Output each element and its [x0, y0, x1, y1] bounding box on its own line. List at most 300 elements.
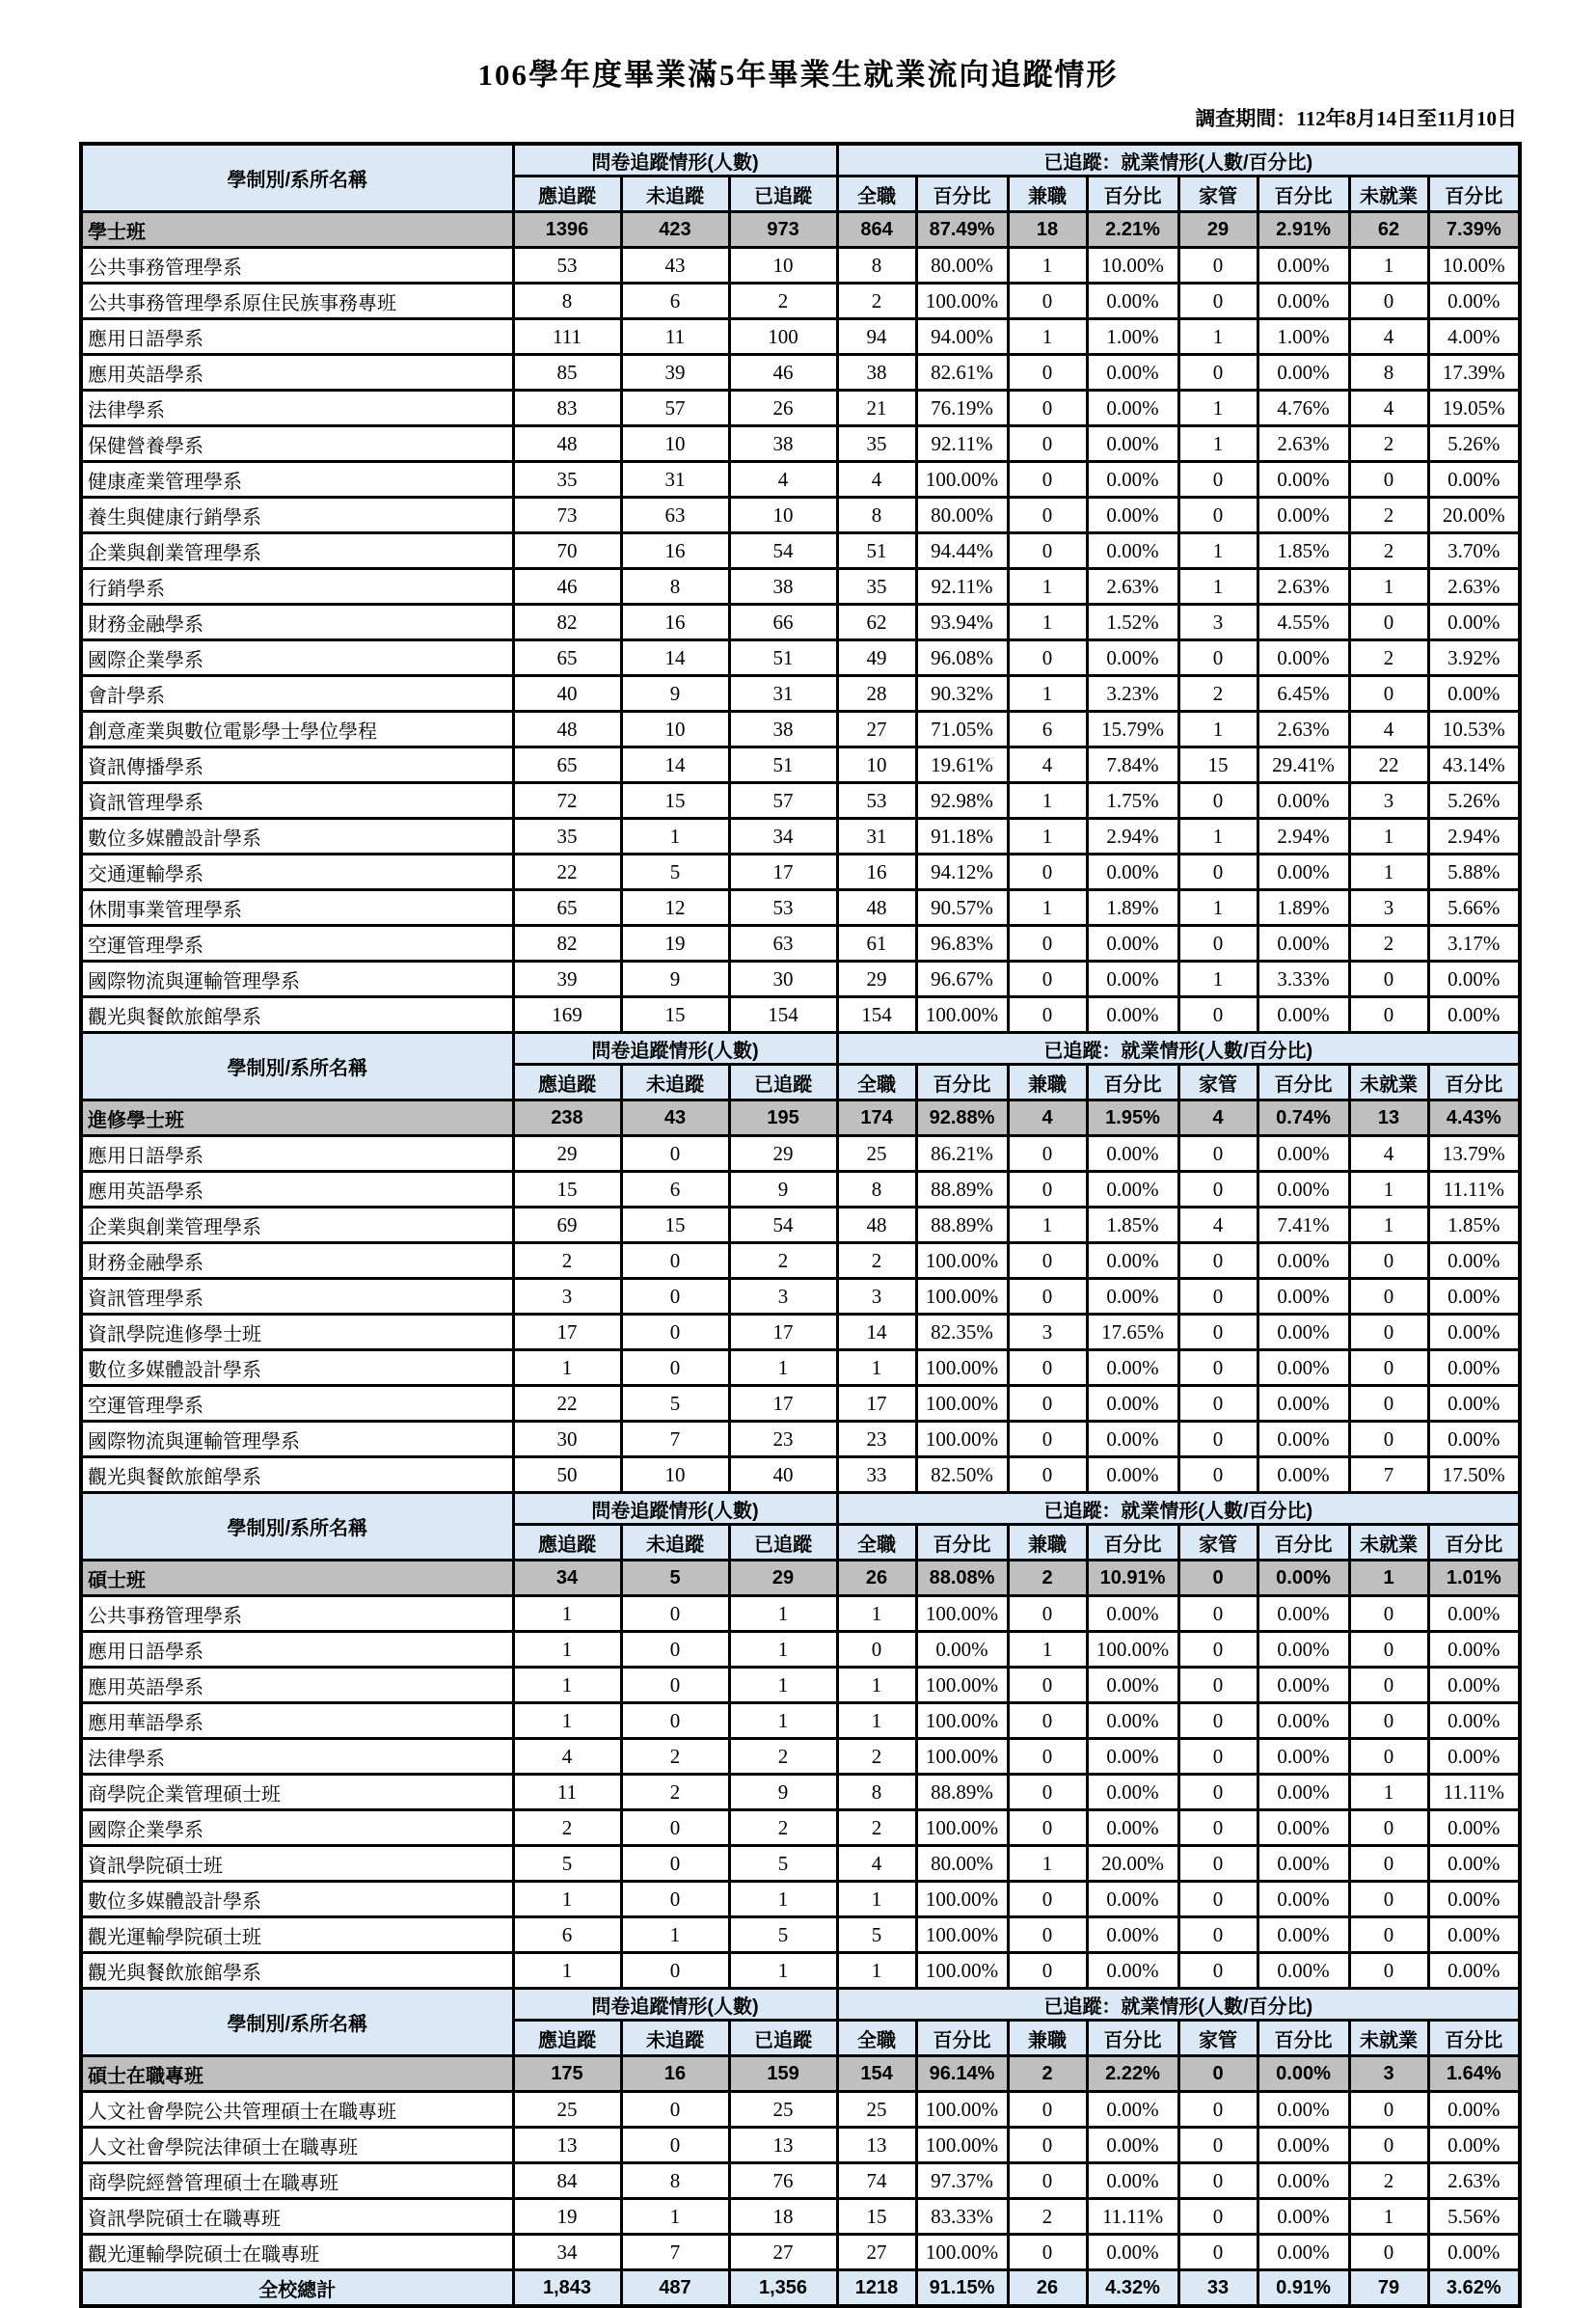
value-cell: 35: [837, 426, 916, 462]
department-row: [81, 1457, 1520, 1493]
value-cell: 28: [837, 676, 916, 712]
value-cell: 0: [1008, 1350, 1087, 1386]
column-header-5: 兼職: [1008, 2021, 1087, 2056]
value-cell: 35: [513, 819, 621, 855]
department-row: [81, 747, 1520, 783]
value-cell: 0: [1178, 1561, 1258, 1596]
value-cell: 0.00%: [1087, 1882, 1178, 1917]
row-name-cell: 商學院企業管理碩士班: [81, 1775, 513, 1810]
row-name-cell: 國際企業學系: [81, 1810, 513, 1846]
value-cell: 88.89%: [916, 1208, 1008, 1243]
value-cell: 4.76%: [1258, 391, 1349, 426]
department-row: [81, 1208, 1520, 1243]
value-cell: 39: [621, 355, 729, 391]
value-cell: 0: [1178, 1953, 1258, 1989]
column-header-2: 已追蹤: [729, 176, 837, 212]
value-cell: 0: [1178, 462, 1258, 498]
value-cell: 0: [1349, 2092, 1428, 2128]
column-header-3: 全職: [837, 1065, 916, 1100]
department-row: [81, 819, 1520, 855]
value-cell: 1,356: [729, 2270, 837, 2307]
value-cell: 1.64%: [1428, 2056, 1520, 2092]
value-cell: 864: [837, 212, 916, 248]
value-cell: 0: [1349, 1632, 1428, 1668]
value-cell: 0.00%: [1428, 1739, 1520, 1775]
value-cell: 8: [513, 284, 621, 319]
value-cell: 29: [729, 1561, 837, 1596]
value-cell: 0: [621, 1315, 729, 1350]
value-cell: 82: [513, 926, 621, 962]
value-cell: 0.00%: [1258, 926, 1349, 962]
value-cell: 66: [729, 605, 837, 640]
value-cell: 1: [1349, 569, 1428, 605]
value-cell: 2: [1008, 2199, 1087, 2235]
value-cell: 8: [837, 1172, 916, 1208]
row-name-cell: 應用英語學系: [81, 355, 513, 391]
value-cell: 0.00%: [1428, 1596, 1520, 1632]
value-cell: 2.94%: [1428, 819, 1520, 855]
row-name-cell: 觀光運輸學院碩士在職專班: [81, 2235, 513, 2270]
value-cell: 0.00%: [1258, 1596, 1349, 1632]
value-cell: 1.95%: [1087, 1100, 1178, 1136]
value-cell: 0: [1178, 1457, 1258, 1493]
value-cell: 423: [621, 212, 729, 248]
department-row: [81, 1136, 1520, 1172]
value-cell: 9: [621, 962, 729, 997]
value-cell: 4: [1349, 1136, 1428, 1172]
value-cell: 29: [837, 962, 916, 997]
value-cell: 0: [621, 1846, 729, 1882]
value-cell: 0: [1349, 676, 1428, 712]
value-cell: 92.11%: [916, 569, 1008, 605]
value-cell: 0: [1008, 533, 1087, 569]
value-cell: 1: [621, 1917, 729, 1953]
value-cell: 238: [513, 1100, 621, 1136]
column-header-2: 已追蹤: [729, 1525, 837, 1561]
value-cell: 0: [1349, 605, 1428, 640]
column-header-1: 未追蹤: [621, 1065, 729, 1100]
value-cell: 92.11%: [916, 426, 1008, 462]
value-cell: 0: [1178, 1703, 1258, 1739]
value-cell: 4: [513, 1739, 621, 1775]
row-name-cell: 保健營養學系: [81, 426, 513, 462]
value-cell: 5: [621, 1561, 729, 1596]
value-cell: 2.94%: [1087, 819, 1178, 855]
value-cell: 0.00%: [1087, 1953, 1178, 1989]
value-cell: 100.00%: [916, 1422, 1008, 1457]
department-row: [81, 2092, 1520, 2128]
value-cell: 0.00%: [1258, 855, 1349, 890]
value-cell: 1: [1178, 426, 1258, 462]
value-cell: 1: [1008, 890, 1087, 926]
row-name-cell: 應用華語學系: [81, 1703, 513, 1739]
value-cell: 0: [1008, 2092, 1087, 2128]
value-cell: 0.00%: [1428, 1953, 1520, 1989]
value-cell: 0.00%: [1258, 1917, 1349, 1953]
value-cell: 0.00%: [1428, 1882, 1520, 1917]
value-cell: 0: [1008, 1953, 1087, 1989]
column-header-9: 未就業: [1349, 176, 1428, 212]
section-total-row: [81, 1561, 1520, 1596]
value-cell: 1: [729, 1703, 837, 1739]
column-header-name: 學制別/系所名稱: [81, 1989, 513, 2056]
column-group-employment-status: 已追蹤：就業情形(人數/百分比): [837, 1493, 1520, 1525]
value-cell: 5.88%: [1428, 855, 1520, 890]
value-cell: 0.00%: [1087, 962, 1178, 997]
department-row: [81, 1703, 1520, 1739]
column-header-7: 家管: [1178, 176, 1258, 212]
value-cell: 0: [1008, 1243, 1087, 1279]
department-row: [81, 2235, 1520, 2270]
row-name-cell: 應用日語學系: [81, 1632, 513, 1668]
value-cell: 4.55%: [1258, 605, 1349, 640]
value-cell: 0: [1008, 1596, 1087, 1632]
value-cell: 48: [513, 712, 621, 747]
table-header-group-row: [81, 1989, 1520, 2021]
value-cell: 53: [513, 248, 621, 284]
value-cell: 83.33%: [916, 2199, 1008, 2235]
value-cell: 61: [837, 926, 916, 962]
value-cell: 29: [513, 1136, 621, 1172]
value-cell: 17.39%: [1428, 355, 1520, 391]
department-row: [81, 712, 1520, 747]
value-cell: 154: [729, 997, 837, 1033]
value-cell: 9: [621, 676, 729, 712]
value-cell: 0.00%: [1087, 533, 1178, 569]
value-cell: 195: [729, 1100, 837, 1136]
value-cell: 100.00%: [916, 997, 1008, 1033]
value-cell: 100.00%: [916, 1882, 1008, 1917]
value-cell: 1: [1178, 391, 1258, 426]
value-cell: 10: [621, 712, 729, 747]
value-cell: 0.00%: [1428, 1668, 1520, 1703]
row-name-cell: 資訊學院碩士班: [81, 1846, 513, 1882]
column-header-5: 兼職: [1008, 1525, 1087, 1561]
value-cell: 0.00%: [1428, 1315, 1520, 1350]
value-cell: 6: [1008, 712, 1087, 747]
value-cell: 0: [621, 1350, 729, 1386]
value-cell: 18: [1008, 212, 1087, 248]
value-cell: 23: [837, 1422, 916, 1457]
value-cell: 2: [1178, 676, 1258, 712]
value-cell: 0.00%: [1258, 1172, 1349, 1208]
row-name-cell: 觀光運輸學院碩士班: [81, 1917, 513, 1953]
value-cell: 0: [1178, 1422, 1258, 1457]
value-cell: 1.00%: [1087, 319, 1178, 355]
department-row: [81, 962, 1520, 997]
value-cell: 27: [837, 2235, 916, 2270]
value-cell: 0.00%: [1428, 605, 1520, 640]
value-cell: 11.11%: [1087, 2199, 1178, 2235]
row-name-cell: 財務金融學系: [81, 1243, 513, 1279]
department-row: [81, 355, 1520, 391]
value-cell: 83: [513, 391, 621, 426]
department-row: [81, 1279, 1520, 1315]
value-cell: 0.00%: [1258, 1846, 1349, 1882]
value-cell: 30: [513, 1422, 621, 1457]
value-cell: 0: [1178, 855, 1258, 890]
value-cell: 100.00%: [1087, 1632, 1178, 1668]
value-cell: 0: [1349, 462, 1428, 498]
value-cell: 0.00%: [1258, 1315, 1349, 1350]
department-row: [81, 1632, 1520, 1668]
value-cell: 1: [1008, 1632, 1087, 1668]
value-cell: 0.00%: [1428, 676, 1520, 712]
value-cell: 1: [513, 1882, 621, 1917]
value-cell: 88.08%: [916, 1561, 1008, 1596]
survey-period: 調查期間：112年8月14日至11月10日: [1195, 107, 1517, 130]
value-cell: 1: [1349, 1775, 1428, 1810]
value-cell: 40: [729, 1457, 837, 1493]
department-row: [81, 783, 1520, 819]
value-cell: 1.89%: [1087, 890, 1178, 926]
column-header-6: 百分比: [1087, 1525, 1178, 1561]
value-cell: 3: [1178, 605, 1258, 640]
value-cell: 0.00%: [1087, 2128, 1178, 2163]
value-cell: 0.91%: [1258, 2270, 1349, 2307]
value-cell: 0: [1178, 2092, 1258, 2128]
value-cell: 0: [621, 1136, 729, 1172]
value-cell: 0.00%: [1258, 1243, 1349, 1279]
value-cell: 80.00%: [916, 248, 1008, 284]
value-cell: 7.41%: [1258, 1208, 1349, 1243]
value-cell: 0: [1349, 1917, 1428, 1953]
value-cell: 43: [621, 1100, 729, 1136]
value-cell: 1: [1008, 605, 1087, 640]
value-cell: 0: [1178, 355, 1258, 391]
value-cell: 1: [1008, 676, 1087, 712]
value-cell: 0.00%: [1258, 2199, 1349, 2235]
row-name-cell: 觀光與餐飲旅館學系: [81, 997, 513, 1033]
value-cell: 17.65%: [1087, 1315, 1178, 1350]
value-cell: 51: [729, 640, 837, 676]
value-cell: 3: [1349, 783, 1428, 819]
value-cell: 14: [621, 640, 729, 676]
row-name-cell: 資訊傳播學系: [81, 747, 513, 783]
value-cell: 96.67%: [916, 962, 1008, 997]
value-cell: 0.00%: [1258, 1422, 1349, 1457]
value-cell: 10: [621, 426, 729, 462]
value-cell: 0: [1349, 1739, 1428, 1775]
value-cell: 65: [513, 640, 621, 676]
value-cell: 15: [513, 1172, 621, 1208]
value-cell: 11.11%: [1428, 1172, 1520, 1208]
value-cell: 0: [1178, 1315, 1258, 1350]
value-cell: 1: [1349, 2199, 1428, 2235]
value-cell: 53: [729, 890, 837, 926]
value-cell: 100.00%: [916, 1739, 1008, 1775]
section-total-row: [81, 212, 1520, 248]
value-cell: 1396: [513, 212, 621, 248]
row-name-cell: 國際物流與運輸管理學系: [81, 962, 513, 997]
value-cell: 91.18%: [916, 819, 1008, 855]
value-cell: 159: [729, 2056, 837, 2092]
value-cell: 0.00%: [1428, 284, 1520, 319]
department-row: [81, 462, 1520, 498]
value-cell: 19.61%: [916, 747, 1008, 783]
value-cell: 48: [513, 426, 621, 462]
value-cell: 0.00%: [1428, 1632, 1520, 1668]
value-cell: 4.32%: [1087, 2270, 1178, 2307]
value-cell: 1: [1008, 1846, 1087, 1882]
row-name-cell: 數位多媒體設計學系: [81, 1350, 513, 1386]
value-cell: 88.89%: [916, 1172, 1008, 1208]
value-cell: 17: [513, 1315, 621, 1350]
value-cell: 31: [837, 819, 916, 855]
row-name-cell: 觀光與餐飲旅館學系: [81, 1953, 513, 1989]
department-row: [81, 426, 1520, 462]
value-cell: 0: [1008, 2235, 1087, 2270]
value-cell: 0: [1008, 1668, 1087, 1703]
value-cell: 1: [1178, 962, 1258, 997]
value-cell: 2.63%: [1258, 426, 1349, 462]
value-cell: 85: [513, 355, 621, 391]
department-row: [81, 1596, 1520, 1632]
row-name-cell: 法律學系: [81, 1739, 513, 1775]
value-cell: 1: [1178, 890, 1258, 926]
value-cell: 0: [1349, 1422, 1428, 1457]
column-header-10: 百分比: [1428, 1525, 1520, 1561]
row-name-cell: 企業與創業管理學系: [81, 1208, 513, 1243]
department-row: [81, 1810, 1520, 1846]
row-name-cell: 全校總計: [81, 2270, 513, 2307]
value-cell: 3.92%: [1428, 640, 1520, 676]
value-cell: 10.53%: [1428, 712, 1520, 747]
department-row: [81, 1846, 1520, 1882]
value-cell: 0: [1178, 2056, 1258, 2092]
value-cell: 46: [729, 355, 837, 391]
value-cell: 1: [1178, 533, 1258, 569]
value-cell: 54: [729, 533, 837, 569]
value-cell: 4: [1008, 747, 1087, 783]
value-cell: 1: [1008, 819, 1087, 855]
row-name-cell: 行銷學系: [81, 569, 513, 605]
value-cell: 4.00%: [1428, 319, 1520, 355]
value-cell: 2: [513, 1243, 621, 1279]
value-cell: 0.00%: [1258, 2092, 1349, 2128]
value-cell: 0.00%: [1258, 248, 1349, 284]
department-row: [81, 1350, 1520, 1386]
value-cell: 0.00%: [1428, 1846, 1520, 1882]
value-cell: 6: [621, 284, 729, 319]
column-header-4: 百分比: [916, 1065, 1008, 1100]
value-cell: 0: [1008, 462, 1087, 498]
value-cell: 2: [1349, 2163, 1428, 2199]
value-cell: 100.00%: [916, 2128, 1008, 2163]
value-cell: 3.23%: [1087, 676, 1178, 712]
value-cell: 29: [1178, 212, 1258, 248]
value-cell: 0.00%: [1258, 1668, 1349, 1703]
value-cell: 12: [621, 890, 729, 926]
value-cell: 0.00%: [1258, 1882, 1349, 1917]
value-cell: 4: [837, 462, 916, 498]
value-cell: 0.00%: [1428, 997, 1520, 1033]
column-header-9: 未就業: [1349, 1525, 1428, 1561]
value-cell: 0.00%: [1087, 1775, 1178, 1810]
value-cell: 4: [1349, 391, 1428, 426]
column-header-6: 百分比: [1087, 2021, 1178, 2056]
value-cell: 0: [1178, 1386, 1258, 1422]
value-cell: 100.00%: [916, 1386, 1008, 1422]
value-cell: 13.79%: [1428, 1136, 1520, 1172]
value-cell: 0: [1178, 1810, 1258, 1846]
column-group-survey-tracking: 問卷追蹤情形(人數): [513, 1493, 837, 1525]
value-cell: 4: [1178, 1208, 1258, 1243]
value-cell: 65: [513, 890, 621, 926]
value-cell: 5: [729, 1917, 837, 1953]
value-cell: 3: [513, 1279, 621, 1315]
value-cell: 2.22%: [1087, 2056, 1178, 2092]
value-cell: 54: [729, 1208, 837, 1243]
value-cell: 0: [1178, 1882, 1258, 1917]
value-cell: 1.85%: [1087, 1208, 1178, 1243]
value-cell: 0.00%: [1258, 498, 1349, 533]
value-cell: 92.88%: [916, 1100, 1008, 1136]
value-cell: 93.94%: [916, 605, 1008, 640]
value-cell: 4: [837, 1846, 916, 1882]
column-header-4: 百分比: [916, 1525, 1008, 1561]
department-row: [81, 533, 1520, 569]
column-group-employment-status: 已追蹤：就業情形(人數/百分比): [837, 1989, 1520, 2021]
column-group-survey-tracking: 問卷追蹤情形(人數): [513, 1033, 837, 1065]
value-cell: 0: [1008, 1775, 1087, 1810]
value-cell: 0.00%: [1258, 2056, 1349, 2092]
value-cell: 1.01%: [1428, 1561, 1520, 1596]
value-cell: 0: [1008, 1422, 1087, 1457]
value-cell: 0.00%: [1428, 2128, 1520, 2163]
value-cell: 0: [1178, 2235, 1258, 2270]
value-cell: 2.63%: [1428, 2163, 1520, 2199]
row-name-cell: 進修學士班: [81, 1100, 513, 1136]
value-cell: 7: [621, 1422, 729, 1457]
value-cell: 0.00%: [1258, 2235, 1349, 2270]
value-cell: 94: [837, 319, 916, 355]
value-cell: 2.91%: [1258, 212, 1349, 248]
value-cell: 1.75%: [1087, 783, 1178, 819]
value-cell: 2: [1008, 1561, 1087, 1596]
value-cell: 0.00%: [1087, 1703, 1178, 1739]
value-cell: 1: [837, 1953, 916, 1989]
value-cell: 38: [729, 426, 837, 462]
department-row: [81, 569, 1520, 605]
value-cell: 0: [1008, 284, 1087, 319]
value-cell: 0: [621, 1243, 729, 1279]
column-header-9: 未就業: [1349, 2021, 1428, 2056]
value-cell: 20.00%: [1087, 1846, 1178, 1882]
row-name-cell: 數位多媒體設計學系: [81, 1882, 513, 1917]
value-cell: 100.00%: [916, 1810, 1008, 1846]
value-cell: 96.83%: [916, 926, 1008, 962]
value-cell: 0.00%: [1087, 2163, 1178, 2199]
value-cell: 0.00%: [1087, 1739, 1178, 1775]
value-cell: 0: [1349, 1882, 1428, 1917]
table-header-group-row: [81, 144, 1520, 176]
value-cell: 0.00%: [1087, 355, 1178, 391]
grand-total-row: [81, 2270, 1520, 2307]
value-cell: 2: [729, 1810, 837, 1846]
value-cell: 74: [837, 2163, 916, 2199]
value-cell: 0: [1178, 2128, 1258, 2163]
value-cell: 1.00%: [1258, 319, 1349, 355]
value-cell: 2.94%: [1258, 819, 1349, 855]
value-cell: 0.00%: [1087, 2235, 1178, 2270]
row-name-cell: 公共事務管理學系: [81, 248, 513, 284]
value-cell: 17.50%: [1428, 1457, 1520, 1493]
value-cell: 50: [513, 1457, 621, 1493]
row-name-cell: 應用日語學系: [81, 1136, 513, 1172]
value-cell: 19: [621, 926, 729, 962]
value-cell: 0: [621, 1703, 729, 1739]
